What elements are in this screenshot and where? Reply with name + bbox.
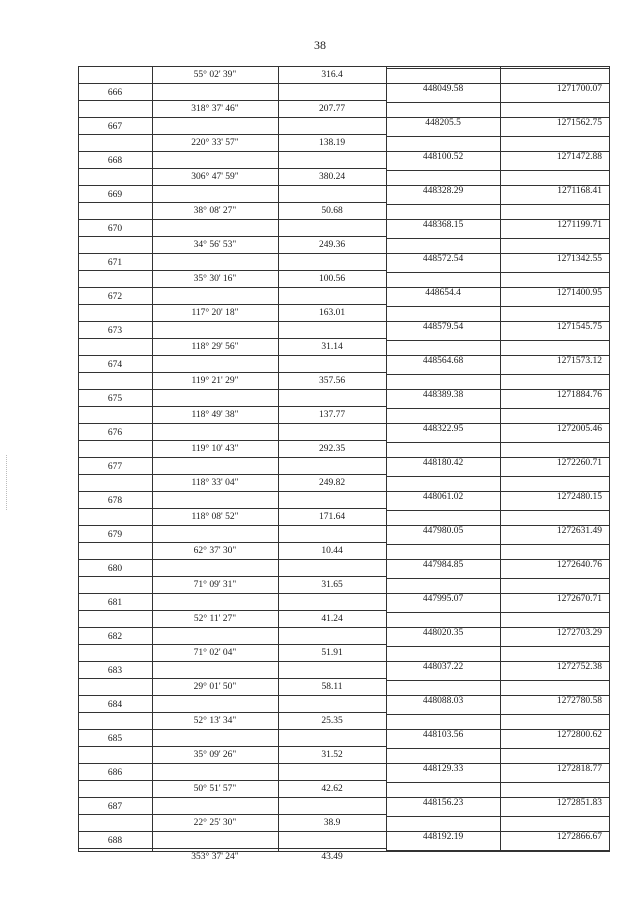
direction-angle: 117° 20' 18" (191, 308, 239, 318)
segment-length: 207.77 (318, 104, 346, 114)
table-row-rule (386, 102, 610, 103)
y-coordinate: 1272818.77 (556, 764, 602, 774)
x-coordinate: 448020.35 (422, 628, 464, 638)
table-row-rule (78, 780, 386, 781)
direction-angle: 62° 37' 30" (193, 546, 237, 556)
table-row-rule (78, 848, 386, 849)
point-number: 674 (107, 360, 123, 370)
table-row-rule (78, 270, 386, 271)
segment-length: 357.56 (318, 376, 346, 386)
table-row-rule (78, 66, 610, 67)
x-coordinate: 448192.19 (422, 832, 464, 842)
direction-angle: 306° 47' 59" (191, 172, 239, 182)
table-row-rule (386, 578, 610, 579)
y-coordinate: 1272800.62 (556, 730, 602, 740)
segment-length: 249.36 (318, 240, 346, 250)
point-number: 679 (107, 530, 123, 540)
table-row-rule (78, 678, 386, 679)
table-row-rule (78, 406, 386, 407)
point-number: 671 (107, 258, 123, 268)
segment-length: 38.9 (323, 818, 341, 828)
x-coordinate: 448579.54 (422, 322, 464, 332)
table-row-rule (386, 170, 610, 171)
x-coordinate: 447980.05 (422, 526, 464, 536)
table-row-rule (78, 338, 386, 339)
point-number: 675 (107, 394, 123, 404)
point-number: 683 (107, 666, 123, 676)
segment-length: 163.01 (318, 308, 346, 318)
point-number: 678 (107, 496, 123, 506)
direction-angle: 35° 30' 16" (193, 274, 237, 284)
segment-length: 43.49 (321, 852, 343, 862)
segment-length: 25.35 (321, 716, 343, 726)
x-coordinate: 447995.07 (422, 594, 464, 604)
x-coordinate: 448156.23 (422, 798, 464, 808)
table-row-rule (78, 712, 386, 713)
point-number: 676 (107, 428, 123, 438)
table-row-rule (78, 576, 386, 577)
direction-angle: 118° 29' 56" (191, 342, 239, 352)
y-coordinate: 1272670.71 (556, 594, 602, 604)
direction-angle: 220° 33' 57" (191, 138, 239, 148)
direction-angle: 52° 13' 34" (193, 716, 237, 726)
y-coordinate: 1272851.83 (556, 798, 602, 808)
direction-angle: 119° 10' 43" (191, 444, 239, 454)
y-coordinate: 1272752.38 (556, 662, 602, 672)
x-coordinate: 448572.54 (422, 254, 464, 264)
table-row-rule (386, 204, 610, 205)
segment-length: 249.82 (318, 478, 346, 488)
direction-angle: 55° 02' 39" (193, 70, 237, 80)
table-row-rule (386, 68, 610, 69)
table-row-rule (78, 474, 386, 475)
y-coordinate: 1272866.67 (556, 832, 602, 842)
direction-angle: 29° 01' 50" (193, 682, 237, 692)
segment-length: 41.24 (321, 614, 343, 624)
x-coordinate: 448100.52 (422, 152, 464, 162)
table-row-rule (78, 134, 386, 135)
table-row-rule (386, 714, 610, 715)
table-row-rule (386, 306, 610, 307)
table-column-rule (152, 66, 153, 852)
x-coordinate: 448205.5 (425, 118, 461, 128)
x-coordinate: 448564.68 (422, 356, 464, 366)
table-row-rule (386, 816, 610, 817)
point-number: 672 (107, 292, 123, 302)
segment-length: 50.68 (321, 206, 343, 216)
table-row-rule (78, 508, 386, 509)
table-row-rule (78, 168, 386, 169)
table-row-rule (386, 136, 610, 137)
table-row-rule (78, 440, 386, 441)
y-coordinate: 1272480.15 (556, 492, 602, 502)
direction-angle: 38° 08' 27" (193, 206, 237, 216)
segment-length: 171.64 (318, 512, 346, 522)
table-row-rule (386, 748, 610, 749)
point-number: 668 (107, 156, 123, 166)
table-row-rule (78, 542, 386, 543)
segment-length: 292.35 (318, 444, 346, 454)
y-coordinate: 1271472.88 (556, 152, 602, 162)
y-coordinate: 1271400.95 (556, 288, 602, 298)
table-row-rule (78, 236, 386, 237)
point-number: 677 (107, 462, 123, 472)
x-coordinate: 448129.33 (422, 764, 464, 774)
y-coordinate: 1271562.75 (556, 118, 602, 128)
table-row-rule (386, 612, 610, 613)
y-coordinate: 1271545.75 (556, 322, 602, 332)
x-coordinate: 447984.85 (422, 560, 464, 570)
direction-angle: 318° 37' 46" (191, 104, 239, 114)
x-coordinate: 448103.56 (422, 730, 464, 740)
x-coordinate: 448322.95 (422, 424, 464, 434)
x-coordinate: 448654.4 (425, 288, 461, 298)
segment-length: 100.56 (318, 274, 346, 284)
point-number: 685 (107, 734, 123, 744)
point-number: 673 (107, 326, 123, 336)
direction-angle: 71° 02' 04" (193, 648, 237, 658)
x-coordinate: 448328.29 (422, 186, 464, 196)
y-coordinate: 1272703.29 (556, 628, 602, 638)
segment-length: 138.19 (318, 138, 346, 148)
y-coordinate: 1272780.58 (556, 696, 602, 706)
x-coordinate: 448389.38 (422, 390, 464, 400)
table-row-rule (386, 340, 610, 341)
point-number: 669 (107, 190, 123, 200)
direction-angle: 22° 25' 30" (193, 818, 237, 828)
y-coordinate: 1272631.49 (556, 526, 602, 536)
segment-length: 137.77 (318, 410, 346, 420)
table-row-rule (78, 372, 386, 373)
direction-angle: 119° 21' 29" (191, 376, 239, 386)
page-number: 38 (314, 38, 326, 52)
point-number: 667 (107, 122, 123, 132)
point-number: 688 (107, 836, 123, 846)
table-row-rule (78, 644, 386, 645)
point-number: 686 (107, 768, 123, 778)
segment-length: 10.44 (321, 546, 343, 556)
coordinate-table (78, 66, 610, 862)
segment-length: 58.11 (321, 682, 343, 692)
table-row-rule (78, 814, 386, 815)
y-coordinate: 1272005.46 (556, 424, 602, 434)
y-coordinate: 1271573.12 (556, 356, 602, 366)
y-coordinate: 1272260.71 (556, 458, 602, 468)
point-number: 680 (107, 564, 123, 574)
point-number: 687 (107, 802, 123, 812)
direction-angle: 353° 37' 24" (191, 852, 239, 862)
point-number: 666 (107, 88, 123, 98)
point-number: 681 (107, 598, 123, 608)
x-coordinate: 448088.03 (422, 696, 464, 706)
table-row-rule (78, 610, 386, 611)
table-row-rule (386, 272, 610, 273)
x-coordinate: 448049.58 (422, 84, 464, 94)
table-row-rule (386, 544, 610, 545)
segment-length: 31.65 (321, 580, 343, 590)
segment-length: 31.14 (321, 342, 343, 352)
point-number: 670 (107, 224, 123, 234)
table-row-rule (78, 304, 386, 305)
table-row-rule (386, 442, 610, 443)
table-row-rule (386, 374, 610, 375)
y-coordinate: 1271884.76 (556, 390, 602, 400)
direction-angle: 118° 33' 04" (191, 478, 239, 488)
segment-length: 31.52 (321, 750, 343, 760)
segment-length: 316.4 (321, 70, 343, 80)
table-row-rule (78, 202, 386, 203)
segment-length: 380.24 (318, 172, 346, 182)
direction-angle: 52° 11' 27" (193, 614, 237, 624)
segment-length: 42.62 (321, 784, 343, 794)
point-number: 682 (107, 632, 123, 642)
x-coordinate: 448180.42 (422, 458, 464, 468)
table-row-rule (386, 782, 610, 783)
y-coordinate: 1271199.71 (557, 220, 602, 230)
x-coordinate: 448037.22 (422, 662, 464, 672)
direction-angle: 34° 56' 53" (193, 240, 237, 250)
table-row-rule (386, 646, 610, 647)
point-number: 684 (107, 700, 123, 710)
y-coordinate: 1271700.07 (556, 84, 602, 94)
table-row-rule (78, 746, 386, 747)
direction-angle: 118° 49' 38" (191, 410, 239, 420)
table-row-rule (386, 238, 610, 239)
margin-mark (6, 455, 8, 510)
direction-angle: 50° 51' 57" (193, 784, 237, 794)
y-coordinate: 1272640.76 (556, 560, 602, 570)
table-column-rule (278, 66, 279, 852)
direction-angle: 35° 09' 26" (193, 750, 237, 760)
direction-angle: 118° 08' 52" (191, 512, 239, 522)
table-row-rule (386, 680, 610, 681)
segment-length: 51.91 (321, 648, 343, 658)
table-row-rule (386, 510, 610, 511)
table-row-rule (386, 476, 610, 477)
x-coordinate: 448061.02 (422, 492, 464, 502)
direction-angle: 71° 09' 31" (193, 580, 237, 590)
table-row-rule (78, 100, 386, 101)
table-row-rule (386, 408, 610, 409)
y-coordinate: 1271168.41 (557, 186, 602, 196)
x-coordinate: 448368.15 (422, 220, 464, 230)
y-coordinate: 1271342.55 (556, 254, 602, 264)
